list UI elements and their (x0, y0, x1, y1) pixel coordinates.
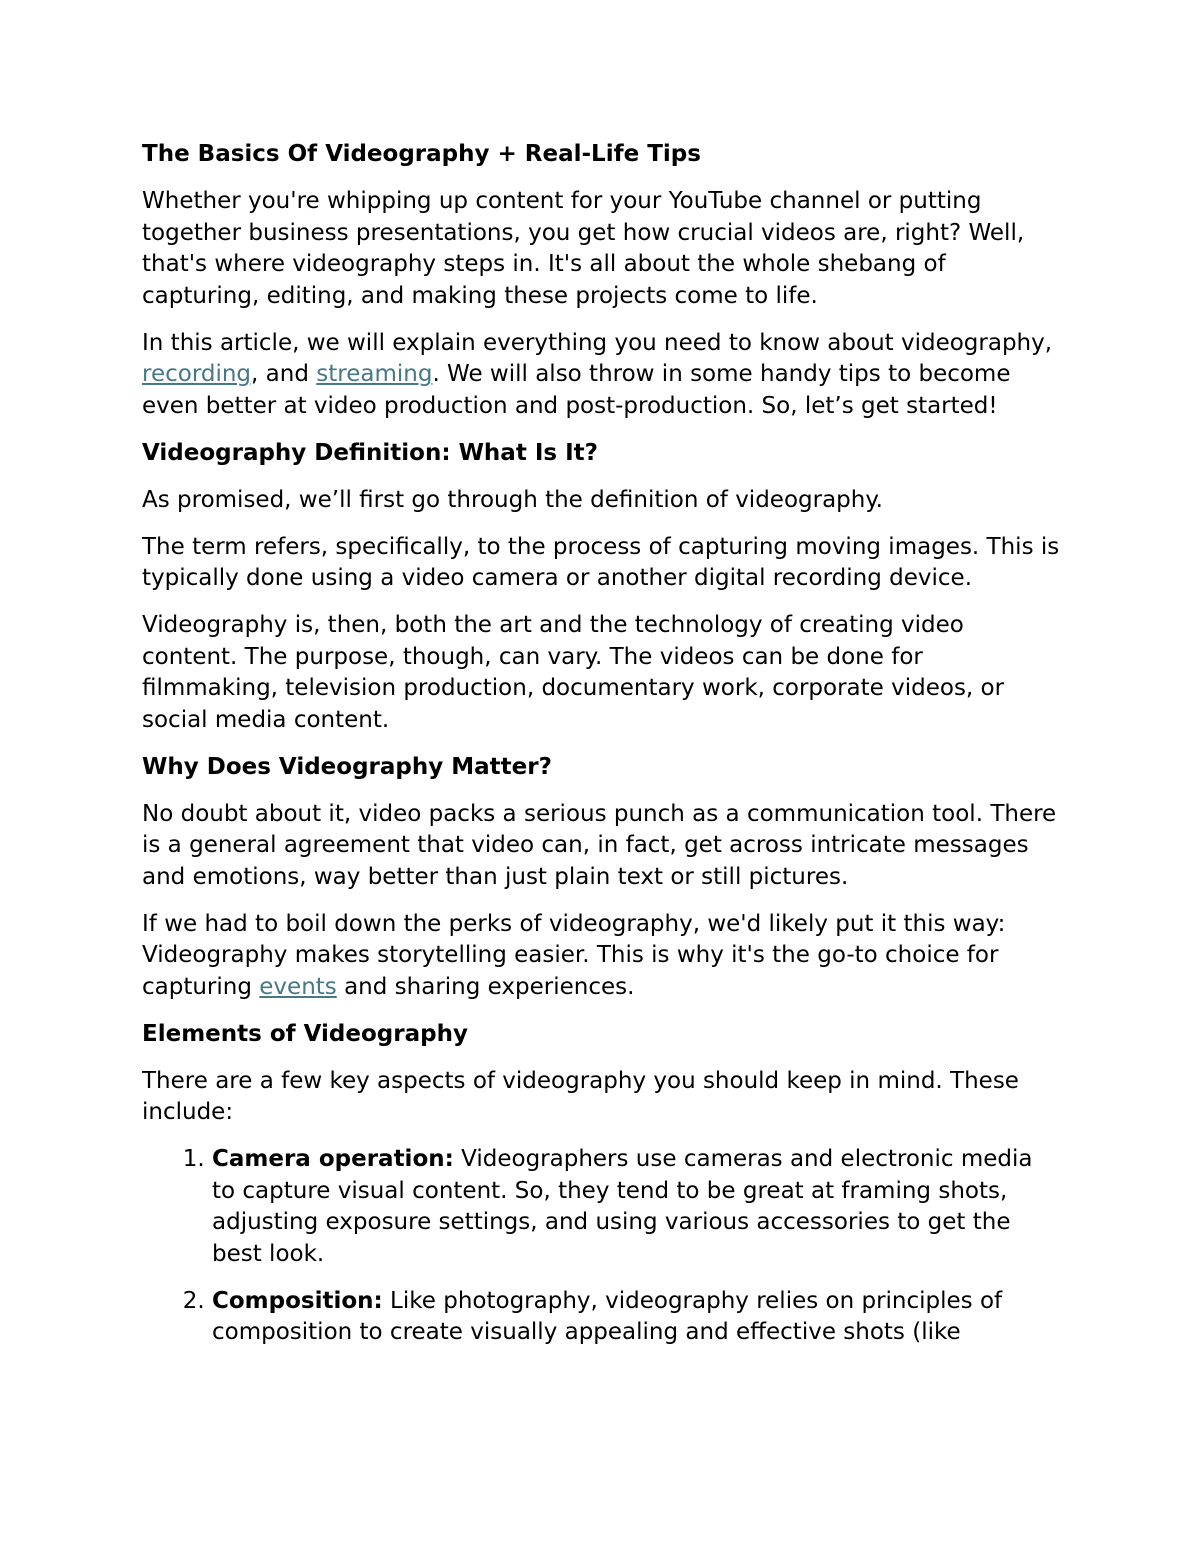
why-paragraph-2 (142, 909, 1060, 1004)
streaming-link[interactable]: streaming (316, 361, 433, 387)
definition-paragraph-1: As promised, we’ll first go through the definition of videography. (142, 486, 883, 513)
intro-p2-text-mid: , and (251, 361, 317, 387)
definition-paragraph-3: Videography is, then, both the art and the technology of creating video content. The purpose, though, can vary. The videos can be done for filmmaking, television production, documentary work, corporate videos, or social media content. (142, 612, 1005, 733)
why-paragraph-1: No doubt about it, video packs a serious punch as a communication tool. There is a general agreement that video can, in fact, get across intricate messages and emotions, way better than just plain text or still pictures. (142, 800, 1057, 890)
definition-heading: Videography Definition: What Is It? (142, 439, 598, 466)
elements-intro: There are a few key aspects of videography you should keep in mind. These include: (142, 1067, 1019, 1125)
list-item (212, 1144, 1060, 1270)
recording-link[interactable]: recording (142, 361, 252, 387)
document-page (142, 139, 1060, 1364)
intro-paragraph-2 (142, 328, 1060, 423)
list-item-term: Camera operation: (212, 1146, 454, 1172)
events-link[interactable]: events (259, 973, 337, 1000)
intro-paragraph-1: Whether you're whipping up content for your YouTube channel or putting together business presentations, you get how crucial videos are, right? Well, that's where videography steps in. It's all about the whole shebang of capturing, editing, and making these projects come to life. (142, 188, 1025, 309)
definition-paragraph-2: The term refers, specifically, to the process of capturing moving images. This is typically done using a video camera or another digital recording device. (142, 533, 1060, 591)
elements-list (142, 1144, 1060, 1349)
why-p2-text-after: and sharing experiences. (336, 973, 635, 1000)
list-item-text: Videographers use cameras and electronic media to capture visual content. So, they tend to be great at framing shots, adjusting exposure settings, and using various accessories to get the best look. (212, 1146, 1033, 1267)
intro-p2-text-before: In this article, we will explain everything you need to know about videography, (142, 329, 1053, 356)
elements-heading: Elements of Videography (142, 1020, 468, 1047)
article-title: The Basics Of Videography + Real-Life Tips (142, 141, 701, 167)
list-item-term: Composition: (212, 1287, 383, 1314)
why-p2-text-before: If we had to boil down the perks of videography, we'd likely put it this way: Videography makes storytelling easier. This is why it's the go-to choice for capturing (142, 910, 1006, 1000)
list-item (212, 1286, 1060, 1349)
why-heading: Why Does Videography Matter? (142, 753, 552, 780)
intro-p2-text-after: . We will also throw in some handy tips to become even better at video production and post-production. So, let’s get started! (142, 361, 1011, 419)
list-item-text: Like photography, videography relies on principles of composition to create visually appealing and effective shots (like (212, 1287, 1003, 1345)
